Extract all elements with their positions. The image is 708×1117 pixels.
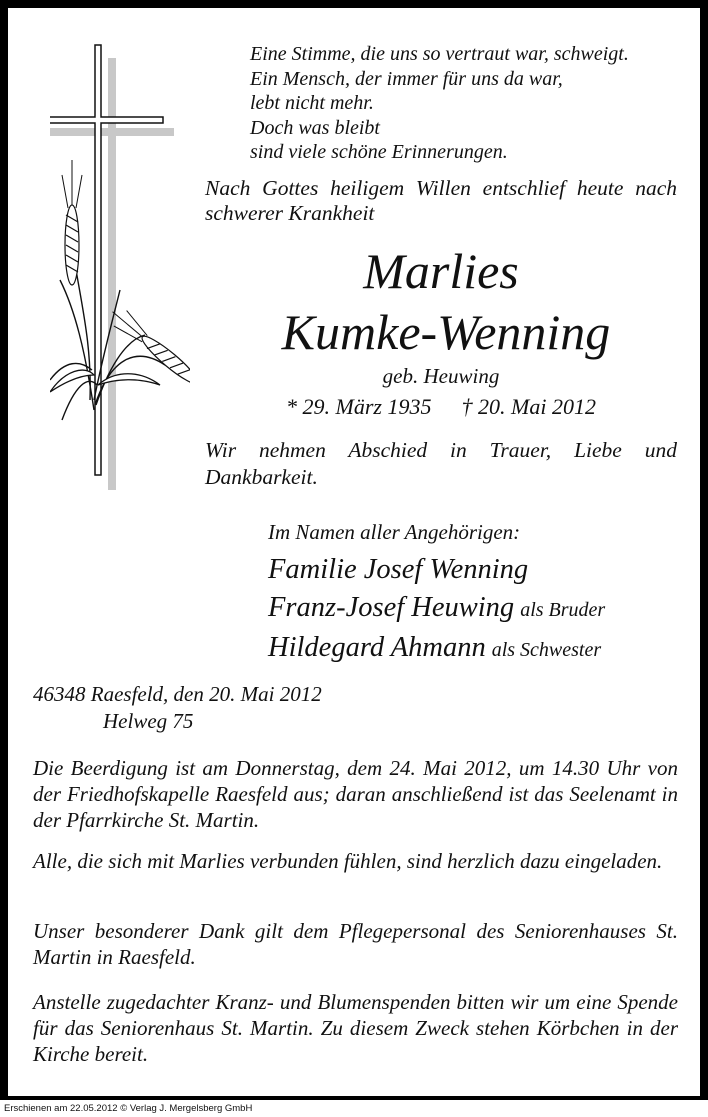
death-date: † 20. Mai 2012 — [461, 394, 596, 419]
on-behalf-label: Im Namen aller Angehörigen: — [268, 520, 521, 544]
mourner-relation: als Schwester — [491, 639, 602, 661]
birth-date: * 29. März 1935 — [286, 394, 432, 419]
street-address: Helweg 75 — [103, 709, 194, 733]
funeral-text: Die Beerdigung ist am Donnerstag, dem 24. Mai 2012, um 14.30 Uhr von der Friedhofskapelle Raesfeld aus; daran anschließend ist das Seelenamt in der Pfarrkirche St. Martin. — [33, 756, 678, 832]
mourner-name: Hildegard Ahmann — [268, 632, 486, 663]
first-name: Marlies — [363, 243, 519, 299]
wheat-ear-icon — [62, 160, 82, 285]
maiden-name: geb. Heuwing — [382, 364, 500, 388]
invitation-text: Alle, die sich mit Marlies verbunden fühlen, sind herzlich dazu eingeladen. — [33, 849, 663, 873]
cross-and-wheat-icon — [50, 40, 190, 490]
poem-line: Doch was bleibt — [250, 116, 380, 139]
publication-footer: Erschienen am 22.05.2012 © Verlag J. Mergelsberg GmbH — [0, 1100, 708, 1117]
mourner-line — [268, 589, 698, 629]
mourner-relation: als Bruder — [520, 599, 606, 621]
poem-line: Eine Stimme, die uns so vertraut war, schweigt. — [250, 43, 629, 65]
mourner-line — [268, 629, 698, 669]
thanks-text: Unser besonderer Dank gilt dem Pflegepersonal des Seniorenhauses St. Martin in Raesfeld. — [33, 919, 678, 969]
mourner-name: Franz-Josef Heuwing — [268, 592, 515, 623]
life-dates — [205, 394, 677, 420]
intro-text: Nach Gottes heiligem Willen entschlief heute nach schwerer Krankheit — [205, 176, 677, 225]
mourners-block — [268, 519, 698, 669]
place-date: 46348 Raesfeld, den 20. Mai 2012 — [33, 682, 322, 706]
mourner-line — [268, 551, 698, 589]
farewell-text: Wir nehmen Abschied in Trauer, Liebe und Dankbarkeit. — [205, 438, 677, 489]
poem — [250, 42, 690, 165]
last-name: Kumke-Wenning — [281, 304, 611, 360]
poem-line: Ein Mensch, der immer für uns da war, — [250, 67, 563, 90]
mourner-name: Familie Josef Wenning — [268, 554, 529, 585]
poem-line: lebt nicht mehr. — [250, 92, 374, 114]
poem-line: sind viele schöne Erinnerungen. — [250, 141, 508, 163]
donation-text: Anstelle zugedachter Kranz- und Blumenspenden bitten wir um eine Spende für das Seniorenhaus St. Martin. Zu diesem Zweck stehen Körbchen in der Kirche bereit. — [33, 990, 678, 1066]
